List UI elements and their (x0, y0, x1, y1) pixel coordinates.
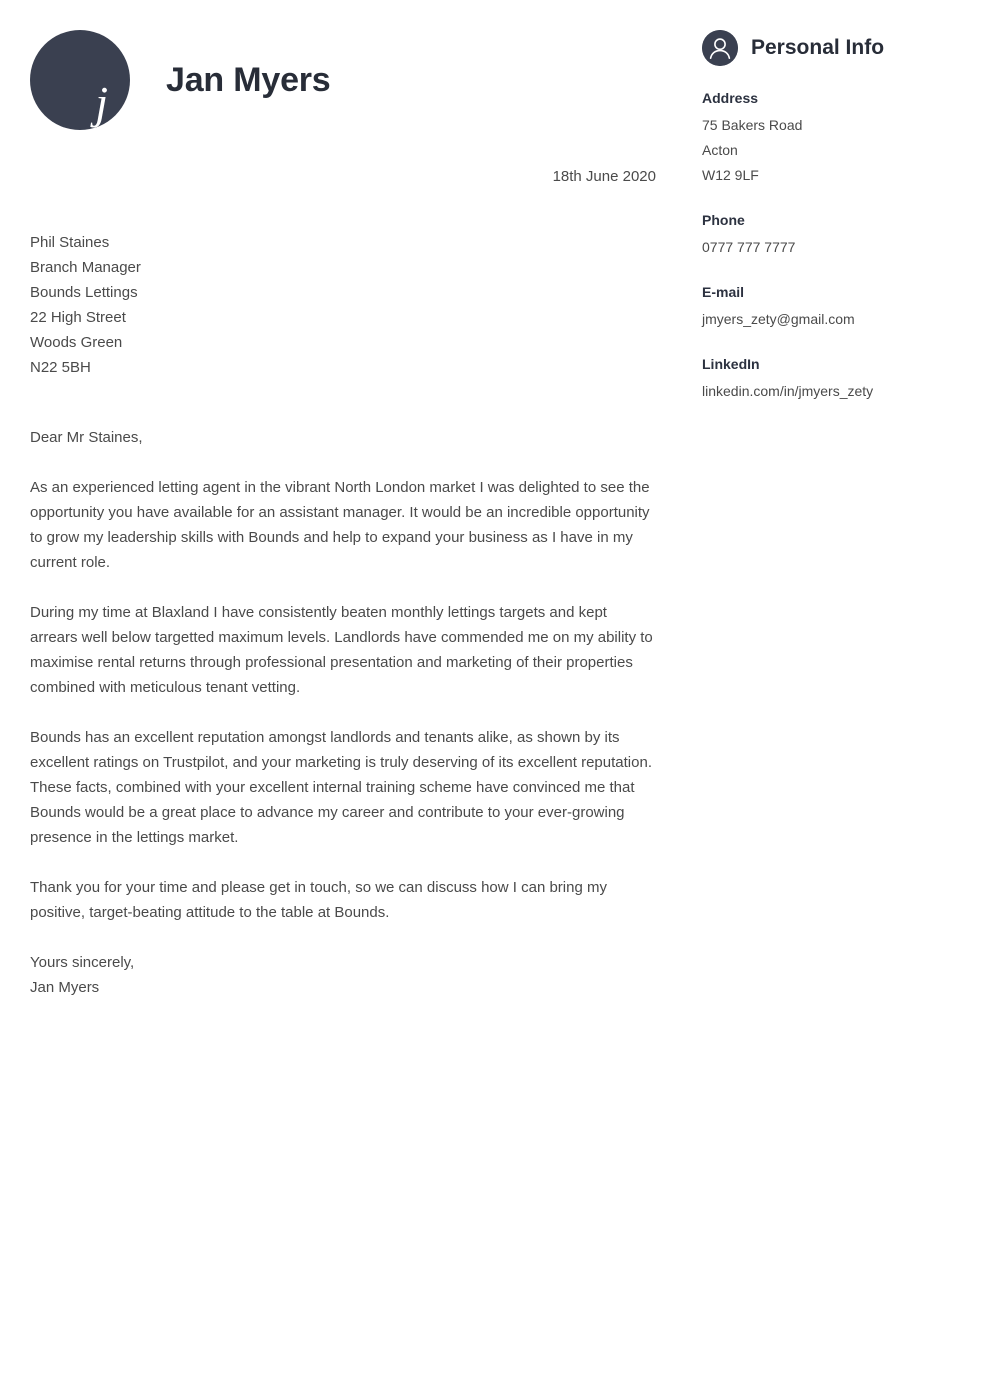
letter-paragraph: Thank you for your time and please get in touch, so we can discuss how I can bring my positive, target-beating attitude to the table at Bounds. (30, 879, 607, 921)
recipient-address (30, 230, 658, 380)
sidebar-label: Phone (702, 212, 745, 228)
letterhead (30, 28, 658, 132)
sidebar-value-linkedin[interactable]: linkedin.com/in/jmyers_zety (702, 383, 874, 399)
personal-info-sidebar (702, 30, 962, 404)
letter-body (30, 475, 658, 925)
page-title: Jan Myers (166, 60, 331, 99)
letter-date: 18th June 2020 (552, 168, 656, 185)
sidebar-value: W12 9LF (702, 167, 759, 183)
letter-paragraph: As an experienced letting agent in the vibrant North London market I was delighted to see the opportunity you have available for an assistant manager. It would be an incredible opportunity to grow my leadership skills with Bounds and help to expand your business as I have in my current role. (30, 479, 650, 571)
sidebar-label: LinkedIn (702, 356, 760, 372)
sidebar-value: Acton (702, 142, 738, 158)
sidebar-title: Personal Info (751, 36, 885, 59)
recipient-line: 22 High Street (30, 309, 126, 326)
recipient-line: N22 5BH (30, 359, 91, 376)
salutation: Dear Mr Staines, (30, 429, 143, 446)
letter-paragraph: Bounds has an excellent reputation amongst landlords and tenants alike, as shown by its excellent ratings on Trustpilot, and your marketing is truly deserving of its excellent reputation. These facts, combined with your excellent internal training scheme have convinced me that Bounds would be a great place to advance my career and contribute to your ever-growing presence in the lettings market. (30, 729, 652, 846)
letter-signoff (30, 950, 658, 1000)
letter-paragraph: During my time at Blaxland I have consistently beaten monthly lettings targets and kept arrears well below targetted maximum levels. Landlords have commended me on my ability to maximise rental returns through professional presentation and marketing of their properties combined with meticulous tenant vetting. (30, 604, 653, 696)
avatar (30, 30, 130, 130)
letter-main-column (30, 28, 658, 1000)
sidebar-group-address (702, 88, 962, 188)
sidebar-group-phone (702, 210, 962, 260)
recipient-line: Woods Green (30, 334, 123, 351)
sidebar-label: E-mail (702, 284, 745, 300)
recipient-line: Bounds Lettings (30, 284, 138, 301)
sidebar-group-email (702, 282, 962, 332)
sidebar-value-email[interactable]: jmyers_zety@gmail.com (702, 311, 855, 327)
person-icon (702, 30, 738, 66)
sidebar-label: Address (702, 90, 759, 106)
signature-name: Jan Myers (30, 979, 100, 996)
sidebar-header (702, 30, 962, 66)
avatar-monogram-icon: j (95, 77, 108, 128)
recipient-line: Branch Manager (30, 259, 141, 276)
sidebar-value: 0777 777 7777 (702, 239, 796, 255)
recipient-line: Phil Staines (30, 234, 110, 251)
sidebar-value: 75 Bakers Road (702, 117, 803, 133)
sidebar-group-linkedin (702, 354, 962, 404)
closing-phrase: Yours sincerely, (30, 954, 135, 971)
